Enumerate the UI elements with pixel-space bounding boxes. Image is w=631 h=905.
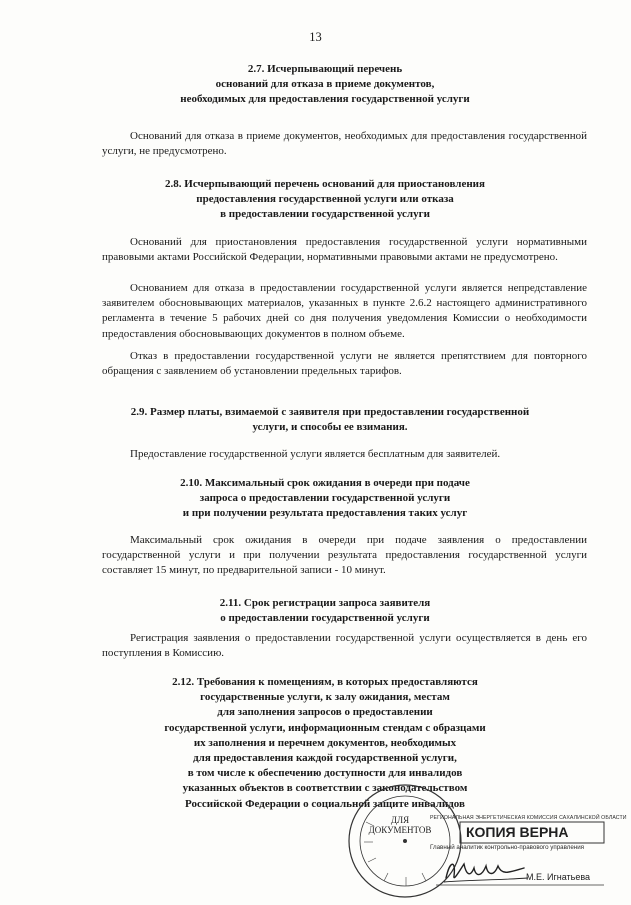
heading-line: 2.7. Исчерпывающий перечень <box>247 63 403 75</box>
heading-line: 2.11. Срок регистрации запроса заявителя <box>219 597 431 609</box>
signature-icon <box>440 850 530 890</box>
heading-line: оснований для отказа в приеме документов, <box>215 78 435 91</box>
heading-line: 2.12. Требования к помещениям, в которых предоставляются <box>172 676 478 688</box>
stamp-role: Главный аналитик контрольно-правового управления <box>430 844 585 851</box>
heading-line: государственные услуги, к залу ожидания, местам <box>200 691 450 704</box>
heading-line: Российской Федерации о социальной защите инвалидов <box>185 797 465 810</box>
section-2-7-paragraph: Оснований для отказа в приеме документов, необходимых для предоставления государственной услуги, не предусмотрено. <box>102 130 587 158</box>
heading-line: и при получении результата предоставления таких услуг <box>182 507 468 520</box>
section-2-12-heading <box>90 675 560 812</box>
heading-line: в том числе к обеспечению доступности для инвалидов <box>187 767 463 780</box>
stamp-organization: РЕГИОНАЛЬНАЯ ЭНЕРГЕТИЧЕСКАЯ КОМИССИЯ САХАЛИНСКОЙ ОБЛАСТИ <box>430 815 627 821</box>
section-2-9-heading <box>80 405 580 435</box>
section-2-8-paragraph-1: Оснований для приостановления предоставления государственной услуги нормативными правовыми актами Российской Федерации, нормативными правовыми актами не предусмотрено. <box>102 236 587 264</box>
section-2-9-paragraph: Предоставление государственной услуги является бесплатным для заявителей. <box>130 448 501 460</box>
section-2-7-heading <box>90 62 560 108</box>
heading-line: предоставления государственной услуги или отказа <box>196 193 454 206</box>
section-2-8-paragraph-2: Основанием для отказа в предоставлении государственной услуги является непредставление заявителем обосновывающих материалов, указанных в пункте 2.6.2 настоящего административного регламента в течение 5 рабочих дней со дня получения уведомления Комиссии о необходимости предоставления обосновывающих документов в полном объеме. <box>102 282 587 340</box>
heading-line: в предоставлении государственной услуги <box>220 208 430 221</box>
section-2-10-heading <box>90 476 560 522</box>
section-2-8-heading <box>90 177 560 223</box>
heading-line: для предоставления каждой государственной услуги, <box>193 752 457 765</box>
heading-line: 2.8. Исчерпывающий перечень оснований для приостановления <box>165 178 485 190</box>
heading-line: необходимых для предоставления государственной услуги <box>180 93 470 106</box>
heading-line: указанных объектов в соответствии с законодательством <box>182 782 468 795</box>
heading-line: государственной услуги, информационным стендам с образцами <box>164 721 486 734</box>
heading-line: их заполнения и перечнем документов, необходимых <box>193 736 457 749</box>
stamp-signer-name: М.Е. Игнатьева <box>526 872 591 882</box>
heading-line: 2.10. Максимальный срок ожидания в очереди при подаче <box>180 477 470 489</box>
section-2-8-paragraph-3: Отказ в предоставлении государственной услуги не является препятствием для повторного обращения с заявлением об установлении предельных тарифов. <box>102 350 587 378</box>
seal-docs-line: ДОКУМЕНТОВ <box>368 825 432 835</box>
heading-line: услуги, и способы ее взимания. <box>252 421 408 434</box>
section-2-10-paragraph: Максимальный срок ожидания в очереди при подаче заявления о предоставлении государственной услуги и при получении результата предоставления государственной услуги составляет 15 минут, по предварительной записи - 10 минут. <box>102 534 587 577</box>
heading-line: запроса о предоставлении государственной услуги <box>199 492 451 505</box>
stamp-copy-label: КОПИЯ ВЕРНА <box>466 824 569 840</box>
heading-line: для заполнения запросов о предоставлении <box>217 706 433 719</box>
heading-line: 2.9. Размер платы, взимаемой с заявителя при предоставлении государственной <box>130 406 530 418</box>
heading-line: о предоставлении государственной услуги <box>220 612 430 625</box>
seal-docs-line: ДЛЯ <box>390 815 410 825</box>
section-2-11-heading <box>90 596 560 626</box>
page-number: 13 <box>309 30 322 44</box>
section-2-11-paragraph: Регистрация заявления о предоставлении государственной услуги осуществляется в день его поступления в Комиссию. <box>102 632 587 660</box>
